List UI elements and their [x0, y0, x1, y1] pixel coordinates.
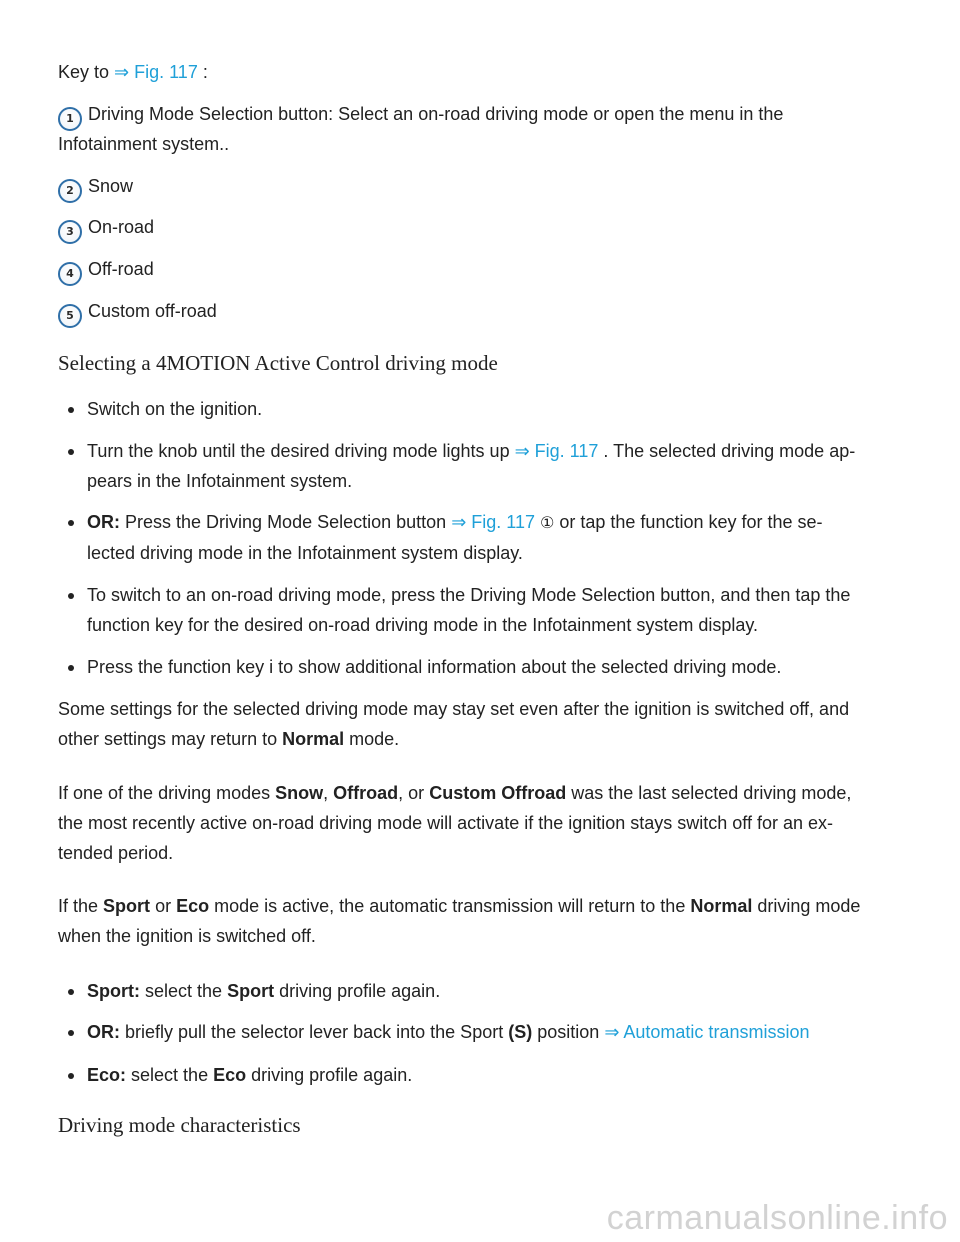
step-item: Press the function key i to show additional information about the selected driving mode.: [87, 652, 907, 682]
automatic-transmission-link[interactable]: ⇒ Automatic transmission: [604, 1022, 810, 1042]
legend-item-1-cont: Infotainment system..: [58, 134, 230, 154]
paragraph-last-mode: If one of the driving modes Snow, Offroad, or Custom Offroad was the last selected driving mode, the most recently active on-road driving mode will activate if the ignition stays switch off for an ex- tended period.: [58, 783, 852, 863]
step-item: Switch on the ignition.: [87, 394, 907, 424]
callout-4-badge: 4: [58, 262, 82, 286]
fig-117-link[interactable]: ⇒ Fig. 117: [514, 441, 599, 461]
legend-item-1: 1 Driving Mode Selection button: Select an on-road driving mode or open the menu in the: [58, 99, 783, 131]
legend-item-2: 2 Snow: [58, 171, 133, 203]
key-line: Key to ⇒ Fig. 117 :: [58, 62, 208, 82]
fig-117-link[interactable]: ⇒ Fig. 117: [451, 512, 535, 532]
watermark-logo: carmanualsonline.info: [606, 1199, 948, 1237]
callout-3-badge: 3: [58, 220, 82, 244]
callout-2-badge: 2: [58, 179, 82, 203]
legend-item-4: 4 Off-road: [58, 254, 154, 286]
section-heading-selecting: Selecting a 4MOTION Active Control driving mode: [58, 351, 498, 375]
step-item: To switch to an on-road driving mode, press the Driving Mode Selection button, and then tap the function key for the desired on-road driving mode in the Infotainment system display.: [87, 580, 907, 640]
step-item: OR: Press the Driving Mode Selection button ⇒ Fig. 117 ① or tap the function key for the se- lected driving mode in the Infotainment system display.: [87, 507, 907, 568]
legend-item-5: 5 Custom off-road: [58, 296, 217, 328]
callout-1-ref: ①: [540, 513, 555, 532]
callout-1-badge: 1: [58, 107, 82, 131]
step-item: Sport: select the Sport driving profile again.: [87, 976, 907, 1006]
callout-5-badge: 5: [58, 304, 82, 328]
fig-117-link[interactable]: ⇒ Fig. 117: [114, 62, 198, 82]
step-item: Turn the knob until the desired driving mode lights up ⇒ Fig. 117 . The selected driving mode ap- pears in the Infotainment system.: [87, 436, 907, 496]
legend-item-3: 3 On-road: [58, 212, 154, 244]
step-item: Eco: select the Eco driving profile again.: [87, 1060, 907, 1090]
paragraph-sport-eco: If the Sport or Eco mode is active, the automatic transmission will return to the Normal driving mode when the ignition is switched off.: [58, 896, 861, 946]
step-item: OR: briefly pull the selector lever back into the Sport (S) position ⇒ Automatic transmission: [87, 1017, 907, 1047]
paragraph-settings: Some settings for the selected driving mode may stay set even after the ignition is switched off, and other settings may return to Normal mode.: [58, 699, 850, 749]
section-heading-characteristics: Driving mode characteristics: [58, 1113, 301, 1137]
